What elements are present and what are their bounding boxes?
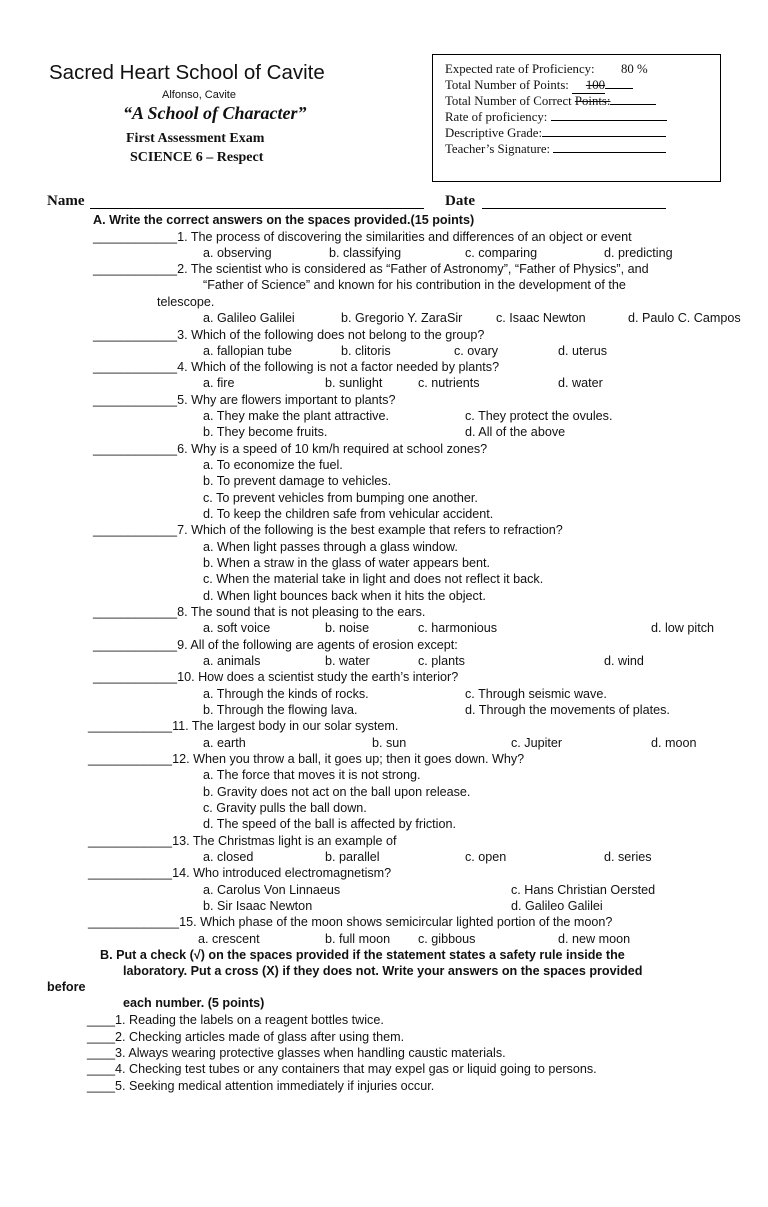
choice: d. water: [558, 376, 603, 390]
question-10: [93, 669, 458, 685]
part-b-item-2[interactable]: ____2. Checking articles made of glass after using them.: [87, 1030, 405, 1044]
answer-blank[interactable]: ____________: [93, 230, 178, 244]
name-field[interactable]: [90, 208, 424, 209]
choice: b. full moon: [325, 932, 391, 946]
question-text-continued: telescope.: [157, 295, 215, 309]
choice: a. Galileo Galilei: [203, 311, 295, 325]
school-location: Alfonso, Cavite: [162, 89, 236, 101]
answer-blank[interactable]: ____________: [93, 393, 178, 407]
answer-blank[interactable]: ____________: [88, 834, 173, 848]
part-a-instruction: A. Write the correct answers on the spaces provided.(15 points): [93, 213, 475, 227]
choice: b. parallel: [325, 850, 380, 864]
question-7: [93, 522, 563, 538]
grade-label: Descriptive Grade:: [445, 126, 543, 140]
date-label: Date: [445, 193, 475, 209]
answer-blank[interactable]: ____________: [88, 719, 173, 733]
choice: d. predicting: [604, 246, 673, 260]
question-12: [88, 751, 524, 767]
choice: d. All of the above: [465, 425, 566, 439]
question-9: [93, 637, 458, 653]
date-field[interactable]: [482, 208, 666, 209]
total-points-row: [445, 77, 633, 94]
choice: d. uterus: [558, 344, 608, 358]
total-correct-label: Total Number of Correct: [445, 94, 572, 108]
part-b-item-5[interactable]: ____5. Seeking medical attention immediately if injuries occur.: [87, 1079, 435, 1093]
question-11: [88, 718, 398, 734]
exam-title: First Assessment Exam: [126, 131, 265, 146]
signature-row: [445, 141, 666, 157]
choice: d. Through the movements of plates.: [465, 703, 670, 717]
choice: c. harmonious: [418, 621, 498, 635]
question-6: [93, 441, 487, 457]
question-8: [93, 604, 425, 620]
question-text: 2. The scientist who is considered as “Father of Astronomy”, “Father of Physics”, and: [177, 262, 649, 276]
answer-blank[interactable]: ____________: [93, 638, 178, 652]
question-2: [93, 261, 649, 277]
choice: a. soft voice: [203, 621, 271, 635]
answer-blank[interactable]: _____________: [88, 915, 180, 929]
question-text: 14. Who introduced electromagnetism?: [172, 866, 392, 880]
answer-blank[interactable]: ____________: [93, 262, 178, 276]
total-correct-row: [445, 93, 656, 109]
part-b-instruction-cont: laboratory. Put a cross (X) if they does not. Write your answers on the spaces provided: [123, 964, 643, 978]
choice: b. water: [325, 654, 370, 668]
choice: a. Carolus Von Linnaeus: [203, 883, 341, 897]
choice: d. When light bounces back when it hits the object.: [203, 589, 486, 603]
part-b-instruction: B. Put a check (√) on the spaces provided if the statement states a safety rule inside the: [100, 948, 625, 962]
question-text: 10. How does a scientist study the earth’s interior?: [177, 670, 459, 684]
choice: b. They become fruits.: [203, 425, 328, 439]
choice: b. Sir Isaac Newton: [203, 899, 313, 913]
question-13: [88, 833, 397, 849]
part-b-item-1[interactable]: ____1. Reading the labels on a reagent bottles twice.: [87, 1013, 384, 1027]
answer-blank[interactable]: ____________: [88, 752, 173, 766]
choice: c. To prevent vehicles from bumping one another.: [203, 491, 478, 505]
choice: b. noise: [325, 621, 370, 635]
part-b-item-4[interactable]: ____4. Checking test tubes or any containers that may expel gas or liquid going to persons.: [87, 1062, 597, 1076]
choice: a. observing: [203, 246, 272, 260]
choice: a. fire: [203, 376, 235, 390]
choice: d. The speed of the ball is affected by friction.: [203, 817, 456, 831]
choice: d. new moon: [558, 932, 631, 946]
choice: d. series: [604, 850, 652, 864]
choice: a. When light passes through a glass window.: [203, 540, 458, 554]
expected-proficiency-label: Expected rate of Proficiency:: [445, 62, 595, 76]
subject-title: SCIENCE 6 – Respect: [130, 150, 264, 165]
choice: b. sun: [372, 736, 407, 750]
part-b-instruction-cont: each number. (5 points): [123, 996, 265, 1010]
choice: c. They protect the ovules.: [465, 409, 613, 423]
question-text-continued: “Father of Science” and known for his contribution in the development of the: [203, 278, 626, 292]
choice: d. Galileo Galilei: [511, 899, 603, 913]
choice: b. Gregorio Y. ZaraSir: [341, 311, 463, 325]
question-text: 4. Which of the following is not a factor needed by plants?: [177, 360, 500, 374]
choice: a. earth: [203, 736, 246, 750]
choice: b. clitoris: [341, 344, 391, 358]
choice: c. When the material take in light and does not reflect it back.: [203, 572, 544, 586]
choice: a. crescent: [198, 932, 260, 946]
question-1: [93, 229, 632, 245]
choice: b. To prevent damage to vehicles.: [203, 474, 392, 488]
school-name: Sacred Heart School of Cavite: [49, 61, 325, 84]
choice: c. gibbous: [418, 932, 476, 946]
school-motto: “A School of Character”: [123, 103, 307, 123]
choice: d. moon: [651, 736, 697, 750]
rate-field[interactable]: [551, 109, 667, 121]
question-text: 6. Why is a speed of 10 km/h required at school zones?: [177, 442, 488, 456]
answer-blank[interactable]: ____________: [93, 442, 178, 456]
answer-blank[interactable]: ____________: [93, 605, 178, 619]
answer-blank[interactable]: ____________: [88, 866, 173, 880]
choice: b. When a straw in the glass of water appears bent.: [203, 556, 491, 570]
choice: d. Paulo C. Campos: [628, 311, 741, 325]
choice: a. closed: [203, 850, 254, 864]
rate-row: [445, 109, 667, 125]
choice: d. wind: [604, 654, 644, 668]
choice: b. classifying: [329, 246, 402, 260]
question-4: [93, 359, 499, 375]
total-points-label: Total Number of Points:: [445, 78, 569, 92]
choice: c. Through seismic wave.: [465, 687, 607, 701]
question-text: 11. The largest body in our solar system.: [172, 719, 399, 733]
choice: c. Jupiter: [511, 736, 563, 750]
score-box: [432, 54, 721, 182]
question-text: 15. Which phase of the moon shows semicircular lighted portion of the moon?: [179, 915, 613, 929]
choice: a. animals: [203, 654, 261, 668]
choice: c. plants: [418, 654, 465, 668]
name-label: Name: [47, 193, 85, 209]
part-b-instruction-cont: before: [47, 980, 86, 994]
choice: c. nutrients: [418, 376, 480, 390]
choice: a. Through the kinds of rocks.: [203, 687, 369, 701]
question-text: 8. The sound that is not pleasing to the ears.: [177, 605, 426, 619]
choice: a. They make the plant attractive.: [203, 409, 389, 423]
question-3: [93, 327, 484, 343]
question-text: 5. Why are flowers important to plants?: [177, 393, 396, 407]
choice: c. Isaac Newton: [496, 311, 586, 325]
question-text: 3. Which of the following does not belong to the group?: [177, 328, 485, 342]
choice: b. Gravity does not act on the ball upon release.: [203, 785, 471, 799]
question-text: 7. Which of the following is the best example that refers to refraction?: [177, 523, 563, 537]
part-b-item-3[interactable]: ____3. Always wearing protective glasses when handling caustic materials.: [87, 1046, 506, 1060]
rate-label: Rate of proficiency:: [445, 110, 548, 124]
choice: d. low pitch: [651, 621, 714, 635]
choice: a. To economize the fuel.: [203, 458, 343, 472]
answer-blank[interactable]: ____________: [93, 670, 178, 684]
choice: d. To keep the children safe from vehicular accident.: [203, 507, 494, 521]
grade-field[interactable]: [542, 125, 666, 137]
choice: b. sunlight: [325, 376, 383, 390]
choice: c. ovary: [454, 344, 499, 358]
signature-field[interactable]: [553, 141, 666, 153]
question-text: 9. All of the following are agents of erosion except:: [177, 638, 458, 652]
choice: c. comparing: [465, 246, 538, 260]
question-text: 12. When you throw a ball, it goes up; then it goes down. Why?: [172, 752, 525, 766]
grade-row: [445, 125, 666, 141]
choice: c. Hans Christian Oersted: [511, 883, 656, 897]
question-15: [88, 914, 612, 930]
total-correct-struck: Points:: [574, 94, 611, 108]
answer-blank[interactable]: ____________: [93, 523, 178, 537]
question-text: 13. The Christmas light is an example of: [172, 834, 397, 848]
question-text: 1. The process of discovering the similarities and differences of an object or event: [177, 230, 632, 244]
choice: b. Through the flowing lava.: [203, 703, 358, 717]
expected-proficiency-row: [445, 61, 648, 77]
total-points-value: 100: [585, 78, 606, 92]
choice: a. fallopian tube: [203, 344, 292, 358]
expected-proficiency-value: 80 %: [621, 62, 648, 76]
choice: c. Gravity pulls the ball down.: [203, 801, 367, 815]
question-5: [93, 392, 395, 408]
signature-label: Teacher’s Signature:: [445, 142, 551, 156]
answer-blank[interactable]: ____________: [93, 328, 178, 342]
choice: c. open: [465, 850, 507, 864]
question-14: [88, 865, 391, 881]
answer-blank[interactable]: ____________: [93, 360, 178, 374]
choice: a. The force that moves it is not strong.: [203, 768, 421, 782]
